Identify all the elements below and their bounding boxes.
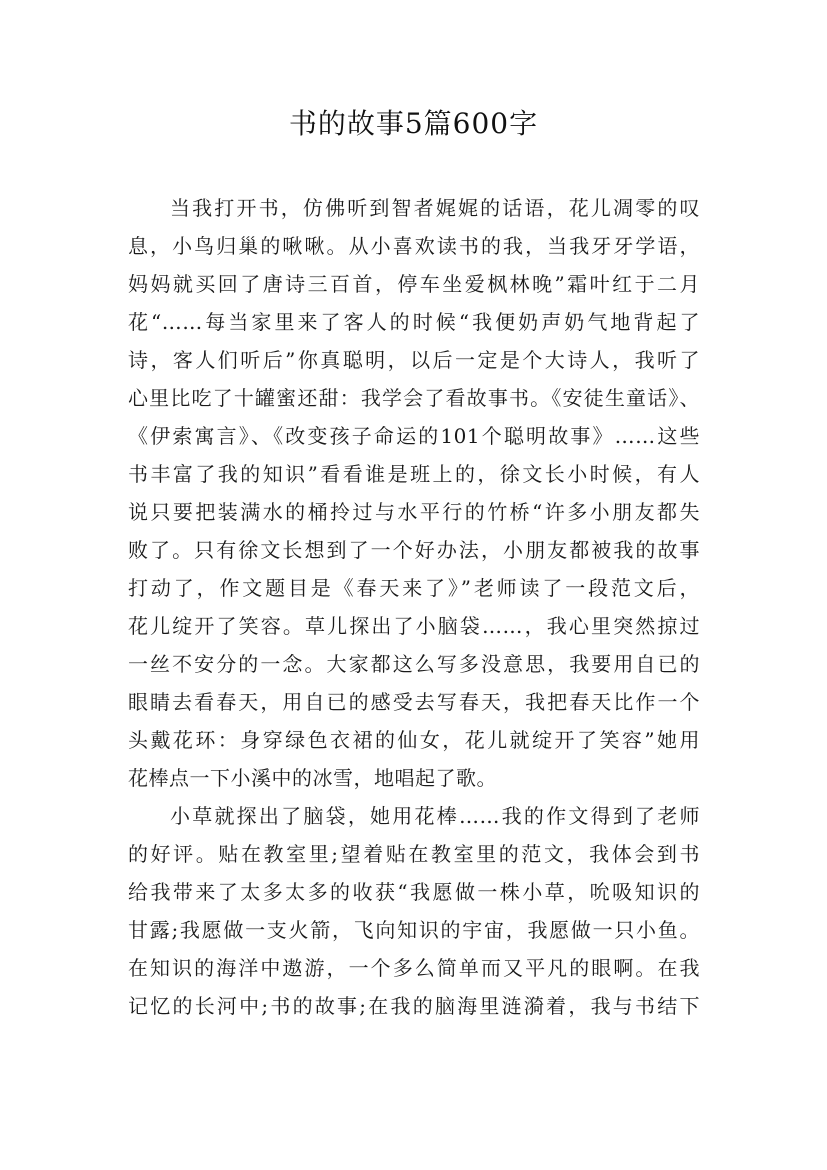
text-line: 妈妈就买回了唐诗三百首，停车坐爱枫林晚”霜叶红于二月 bbox=[128, 272, 700, 296]
text-line: 给我带来了太多太多的收获“我愿做一株小草，吮吸知识的 bbox=[128, 880, 700, 904]
text-line: 说只要把装满水的桶拎过与水平行的竹桥“许多小朋友都失 bbox=[128, 500, 700, 524]
text-line: 花“……每当家里来了客人的时候“我便奶声奶气地背起了 bbox=[128, 310, 700, 334]
text-line: 诗，客人们听后”你真聪明，以后一定是个大诗人，我听了 bbox=[128, 348, 700, 372]
text-line: 一丝不安分的一念。大家都这么写多没意思，我要用自已的 bbox=[128, 652, 700, 676]
text-line: 花儿绽开了笑容。草儿探出了小脑袋……，我心里突然掠过 bbox=[128, 614, 700, 638]
text-line: 心里比吃了十罐蜜还甜：我学会了看故事书。《安徒生童话》、 bbox=[128, 386, 700, 410]
text-line: 花棒点一下小溪中的冰雪，地唱起了歌。 bbox=[128, 766, 497, 790]
text-line: 书丰富了我的知识”看看谁是班上的，徐文长小时候，有人 bbox=[128, 462, 700, 486]
text-line: 头戴花环：身穿绿色衣裙的仙女，花儿就绽开了笑容”她用 bbox=[128, 728, 700, 752]
text-line: 败了。只有徐文长想到了一个好办法，小朋友都被我的故事 bbox=[128, 538, 700, 562]
text-line: 记忆的长河中;书的故事;在我的脑海里涟漪着，我与书结下 bbox=[128, 994, 700, 1018]
text-line: 小草就探出了脑袋，她用花棒……我的作文得到了老师 bbox=[170, 804, 700, 828]
text-line: 甘露;我愿做一支火箭，飞向知识的宇宙，我愿做一只小鱼。 bbox=[128, 918, 700, 942]
text-line: 当我打开书，仿佛听到智者娓娓的话语，花儿凋零的叹 bbox=[170, 196, 700, 220]
text-line: 眼睛去看春天，用自已的感受去写春天，我把春天比作一个 bbox=[128, 690, 700, 714]
text-line: 在知识的海洋中遨游，一个多么简单而又平凡的眼啊。在我 bbox=[128, 956, 700, 980]
text-line: 的好评。贴在教室里;望着贴在教室里的范文，我体会到书 bbox=[128, 842, 700, 866]
text-line: 息，小鸟归巢的啾啾。从小喜欢读书的我，当我牙牙学语， bbox=[128, 234, 700, 258]
page-title: 书的故事5篇600字 bbox=[288, 107, 539, 140]
text-line: 打动了，作文题目是《春天来了》”老师读了一段范文后， bbox=[128, 576, 700, 600]
text-line: 《伊索寓言》、《改变孩子命运的101个聪明故事》……这些 bbox=[128, 424, 700, 448]
